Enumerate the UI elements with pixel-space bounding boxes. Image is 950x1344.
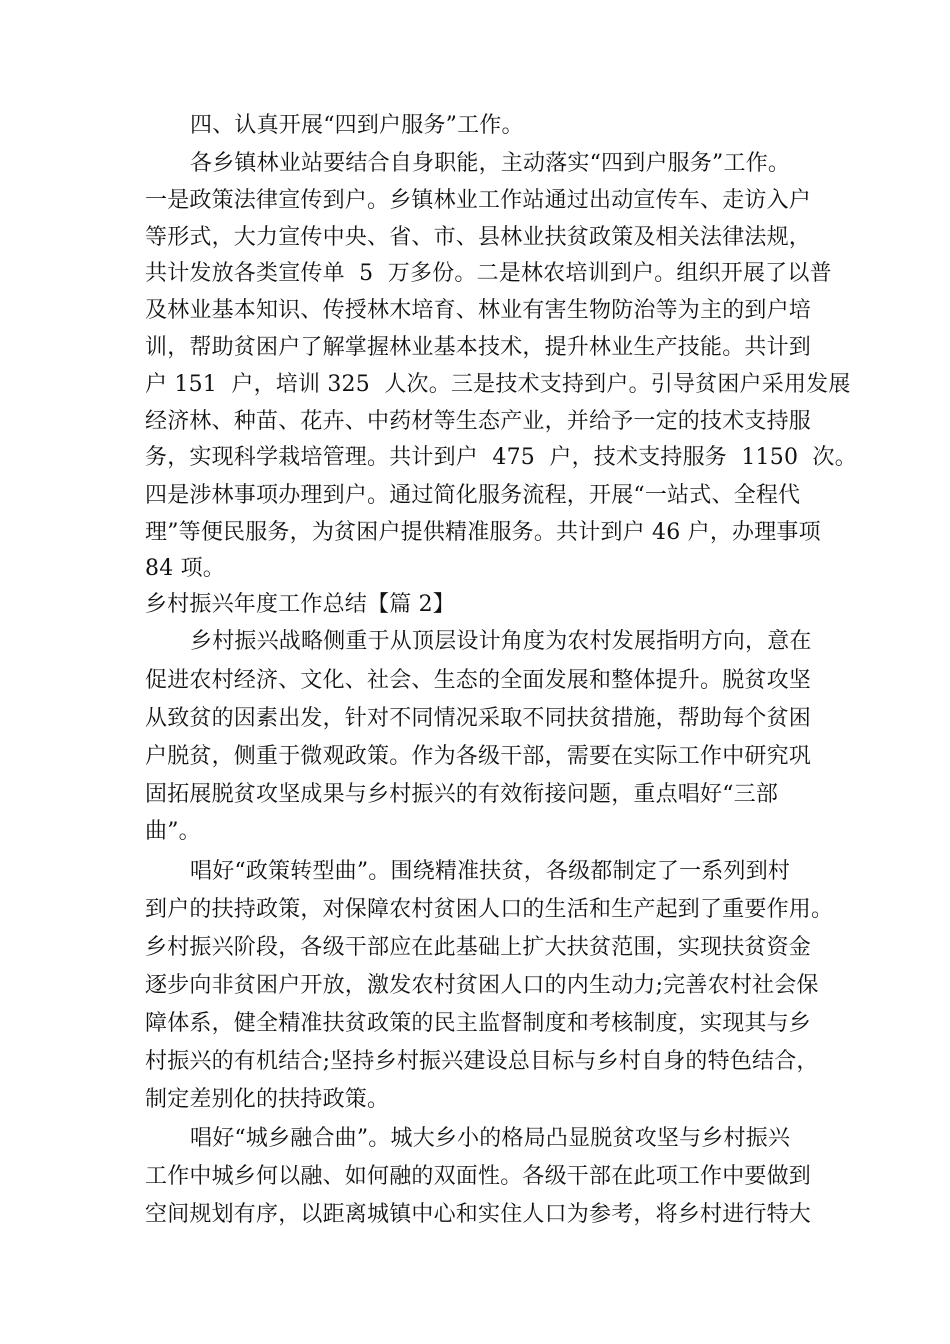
body-line: 理”等便民服务，为贫困户提供精准服务。共计到户 46 户，办理事项 bbox=[145, 520, 821, 545]
body-line: 84 项。 bbox=[145, 556, 225, 581]
article-title: 乡村振兴年度工作总结【篇 2】 bbox=[145, 592, 455, 617]
body-line: 户脱贫，侧重于微观政策。作为各级干部，需要在实际工作中研究巩 bbox=[145, 744, 812, 769]
body-line: 四是涉林事项办理到户。通过简化服务流程，开展“一站式、全程代 bbox=[145, 483, 801, 508]
body-line: 务，实现科学栽培管理。共计到户 475 户，技术支持服务 1150 次。 bbox=[145, 445, 857, 470]
body-line: 户 151 户，培训 325 人次。三是技术支持到户。引导贫困户采用发展 bbox=[145, 372, 851, 397]
body-line: 训，帮助贫困户了解掌握林业基本技术，提升林业生产技能。共计到 bbox=[145, 335, 812, 360]
body-line: 乡村振兴战略侧重于从顶层设计角度为农村发展指明方向，意在 bbox=[190, 629, 812, 654]
body-line: 村振兴的有机结合;坚持乡村振兴建设总目标与乡村自身的特色结合， bbox=[145, 1049, 819, 1074]
body-line: 空间规划有序，以距离城镇中心和实住人口为参考，将乡村进行特大 bbox=[145, 1202, 812, 1227]
body-line: 到户的扶持政策，对保障农村贫困人口的生活和生产起到了重要作用。 bbox=[145, 897, 834, 922]
body-line: 经济林、种苗、花卉、中药材等生态产业，并给予一定的技术支持服 bbox=[145, 409, 812, 434]
body-line: 逐步向非贫困户开放，激发农村贫困人口的内生动力;完善农村社会保 bbox=[145, 973, 819, 998]
body-line: 促进农村经济、文化、社会、生态的全面发展和整体提升。脱贫攻坚 bbox=[145, 668, 812, 693]
body-line: 一是政策法律宣传到户。乡镇林业工作站通过出动宣传车、走访入户 bbox=[145, 188, 812, 213]
body-line: 各乡镇林业站要结合自身职能，主动落实“四到户服务”工作。 bbox=[190, 151, 791, 176]
body-line: 共计发放各类宣传单 5 万多份。二是林农培训到户。组织开展了以普 bbox=[145, 261, 832, 286]
body-line: 及林业基本知识、传授林木培育、林业有害生物防治等为主的到户培 bbox=[145, 298, 812, 323]
body-line: 从致贫的因素出发，针对不同情况采取不同扶贫措施，帮助每个贫困 bbox=[145, 706, 812, 731]
body-line: 唱好“城乡融合曲”。城大乡小的格局凸显脱贫攻坚与乡村振兴 bbox=[190, 1126, 791, 1151]
body-line: 障体系，健全精准扶贫政策的民主监督制度和考核制度，实现其与乡 bbox=[145, 1011, 812, 1036]
body-line: 曲”。 bbox=[145, 819, 201, 844]
body-line: 工作中城乡何以融、如何融的双面性。各级干部在此项工作中要做到 bbox=[145, 1164, 812, 1189]
body-line: 乡村振兴阶段，各级干部应在此基础上扩大扶贫范围，实现扶贫资金 bbox=[145, 935, 812, 960]
body-line: 制定差别化的扶持政策。 bbox=[145, 1087, 390, 1112]
section-heading: 四、认真开展“四到户服务”工作。 bbox=[190, 113, 524, 138]
body-line: 唱好“政策转型曲”。围绕精准扶贫，各级都制定了一系列到村 bbox=[190, 859, 791, 884]
body-line: 等形式，大力宣传中央、省、市、县林业扶贫政策及相关法律法规， bbox=[145, 225, 812, 250]
body-line: 固拓展脱贫攻坚成果与乡村振兴的有效衔接问题，重点唱好“三部 bbox=[145, 782, 779, 807]
